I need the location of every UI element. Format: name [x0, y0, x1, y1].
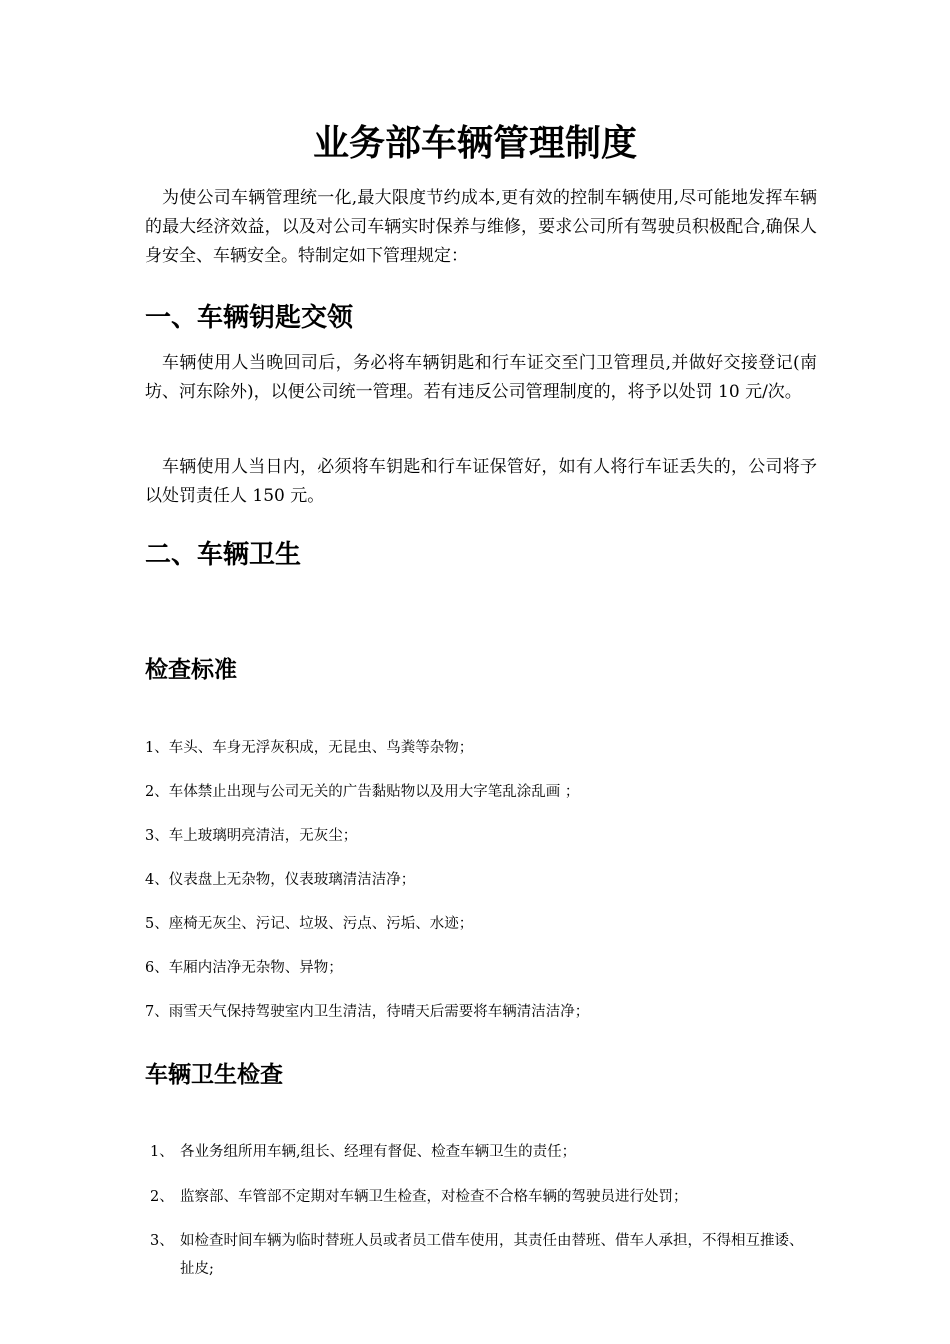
- standard-item: 4、仪表盘上无杂物，仪表玻璃清洁洁净；: [145, 872, 416, 888]
- document-title: 业务部车辆管理制度: [312, 123, 637, 164]
- inspection-item: [150, 1227, 817, 1283]
- keys-paragraph-1: 车辆使用人当晚回司后，务必将车辆钥匙和行车证交至门卫管理员,并做好交接登记(南坊、河东除外)，以便公司统一管理。若有违反公司管理制度的，将予以处罚 10 元/次。: [145, 353, 817, 402]
- inspection-item-text: 如检查时间车辆为临时替班人员或者员工借车使用，其责任由替班、借车人承担，不得相互推诿、扯皮;: [180, 1233, 804, 1277]
- standard-item: 1、车头、车身无浮灰积成，无昆虫、鸟粪等杂物；: [145, 740, 474, 756]
- inspection-item: [150, 1138, 817, 1166]
- standard-item: 3、车上玻璃明亮清洁，无灰尘；: [145, 828, 358, 844]
- section-heading-hygiene: 二、车辆卫生: [145, 540, 302, 570]
- inspection-item-text: 监察部、车管部不定期对车辆卫生检查，对检查不合格车辆的驾驶员进行处罚；: [180, 1189, 688, 1205]
- inspection-item: [150, 1183, 817, 1211]
- standard-item: 7、雨雪天气保持驾驶室内卫生清洁，待晴天后需要将车辆清洁洁净；: [145, 1004, 590, 1020]
- standard-item: 2、车体禁止出现与公司无关的广告黏贴物以及用大字笔乱涂乱画 ；: [145, 784, 580, 800]
- standard-item: 5、座椅无灰尘、污记、垃圾、污点、污垢、水迹；: [145, 916, 474, 932]
- standards-heading: 检查标准: [145, 657, 237, 683]
- intro-paragraph: 为使公司车辆管理统一化,最大限度节约成本,更有效的控制车辆使用,尽可能地发挥车辆的最大经济效益，以及对公司车辆实时保养与维修，要求公司所有驾驶员积极配合,确保人身安全、车辆安全。特制定如下管理规定：: [145, 188, 817, 266]
- standard-item: 6、车厢内洁净无杂物、异物；: [145, 960, 343, 976]
- section-heading-keys: 一、车辆钥匙交领: [145, 303, 354, 333]
- inspection-item-number: 1、: [150, 1144, 174, 1160]
- keys-paragraph-2: 车辆使用人当日内，必须将车钥匙和行车证保管好，如有人将行车证丢失的，公司将予以处罚责任人 150 元。: [145, 457, 817, 506]
- inspection-heading: 车辆卫生检查: [145, 1062, 283, 1088]
- inspection-item-number: 2、: [150, 1189, 174, 1205]
- inspection-item-number: 3、: [150, 1233, 174, 1249]
- inspection-item-text: 各业务组所用车辆,组长、经理有督促、检查车辆卫生的责任；: [180, 1144, 577, 1160]
